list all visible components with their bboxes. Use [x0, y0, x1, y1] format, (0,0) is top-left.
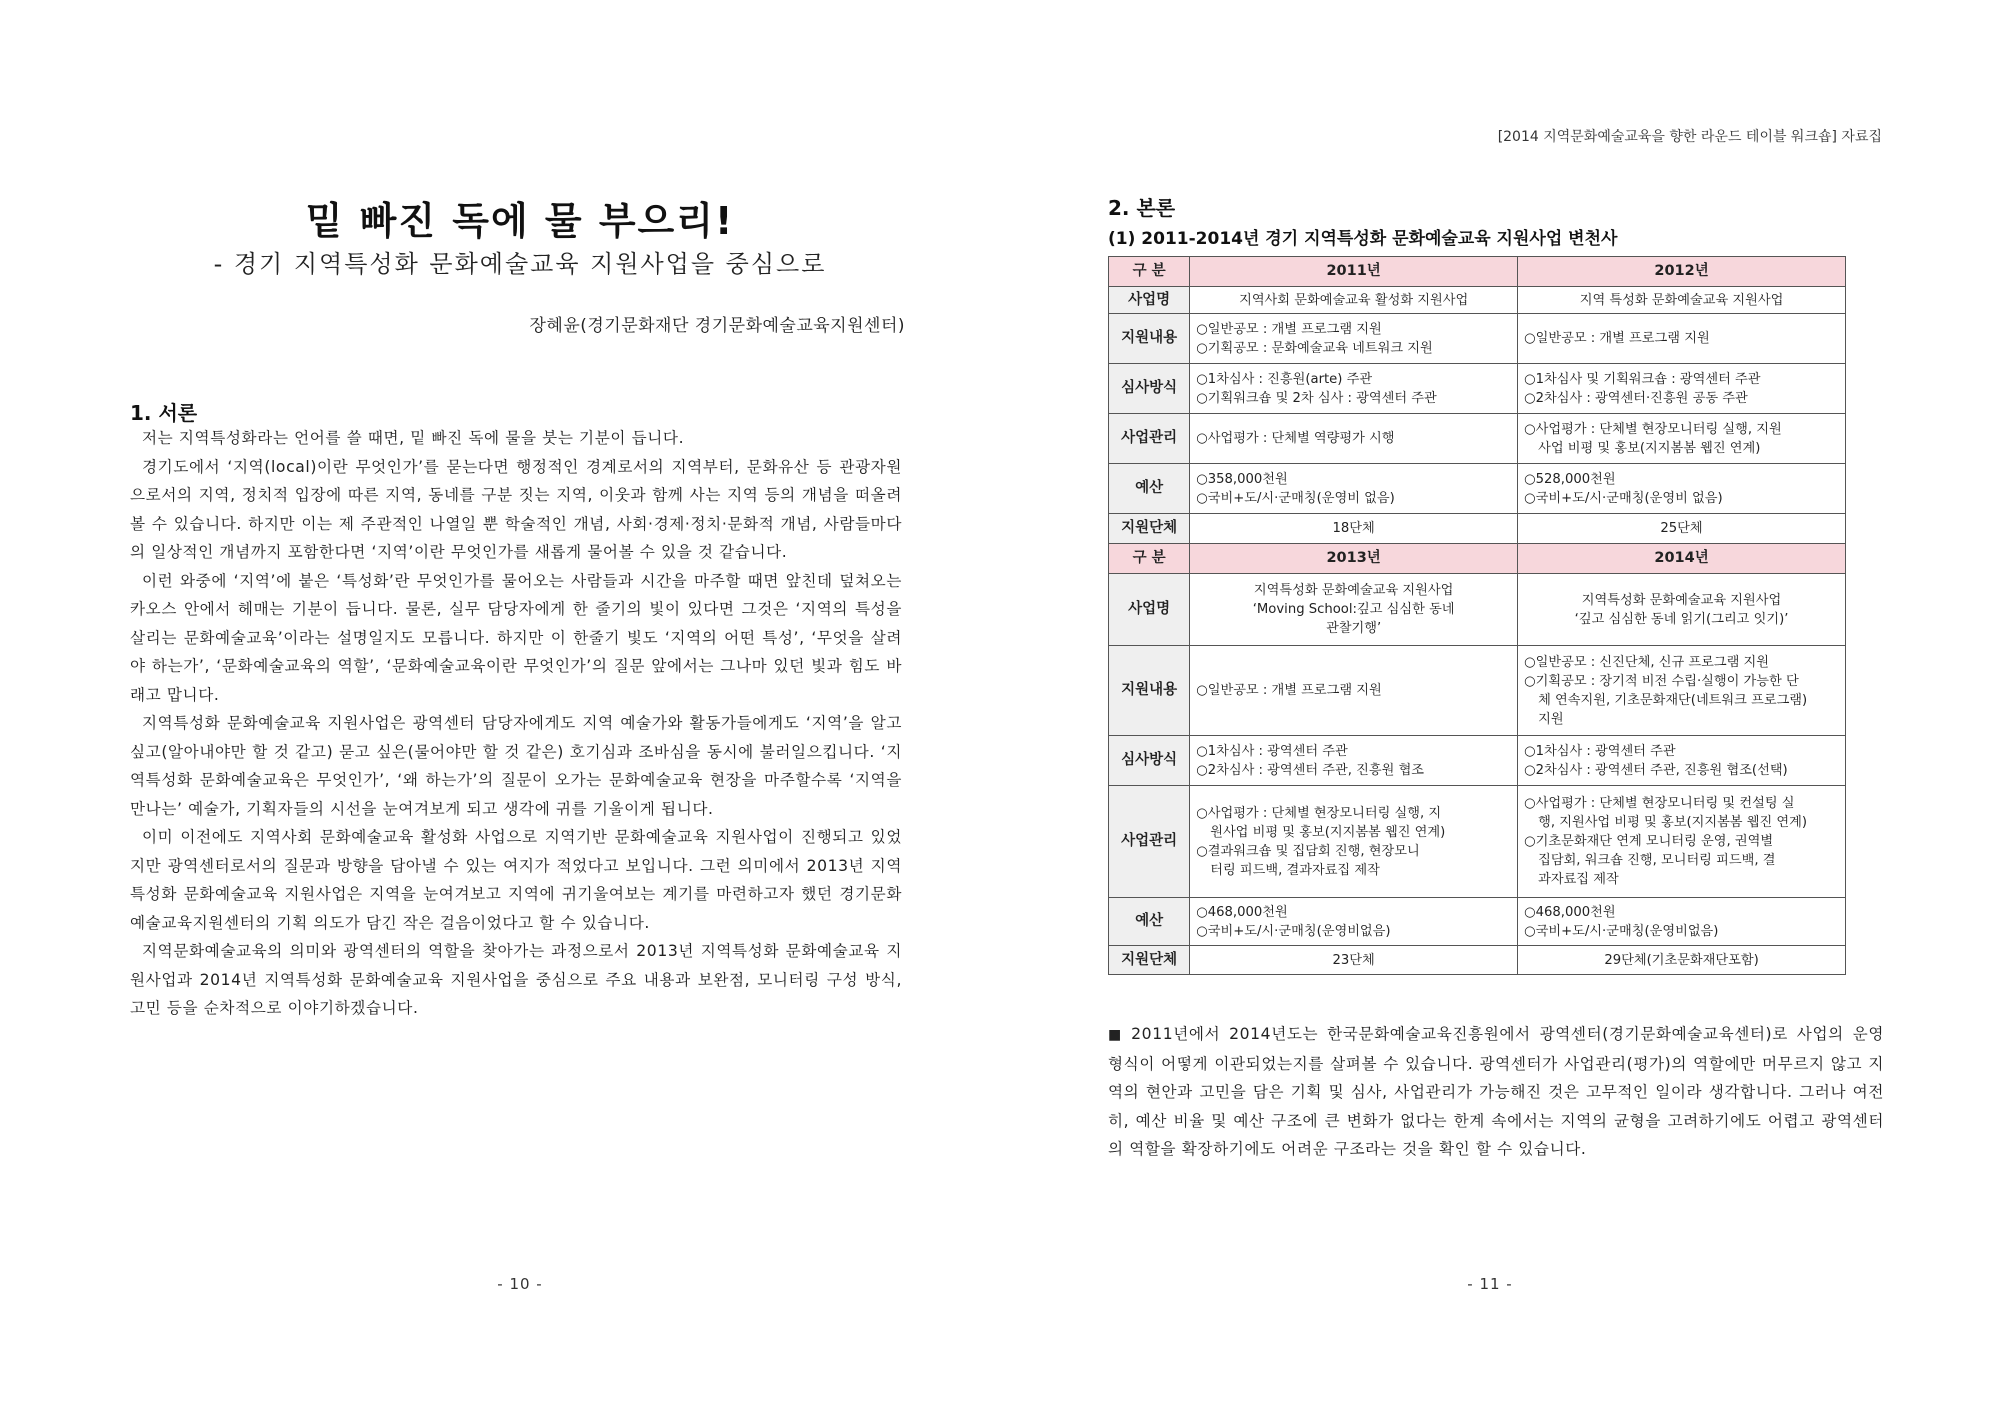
history-table: [1108, 256, 1846, 975]
row-label: 예산: [1109, 464, 1190, 514]
cell-line: 관찰기행’: [1326, 621, 1382, 636]
table-row: [1109, 786, 1846, 898]
row-label: 예산: [1109, 898, 1190, 946]
cell-line: ○528,000천원: [1524, 471, 1616, 487]
table-cell: [1190, 414, 1518, 464]
author-line: 장혜윤(경기문화재단 경기문화예술교육지원센터): [529, 316, 905, 336]
page-number-left: - 10 -: [497, 1275, 543, 1293]
table-cell: [1518, 646, 1846, 736]
table-row: [1109, 574, 1846, 646]
row-label: 사업관리: [1109, 786, 1190, 898]
table-header-cell: 구 분: [1109, 544, 1190, 574]
cell-line: ○기획워크숍 및 2차 심사 : 광역센터 주관: [1196, 390, 1437, 406]
table-cell: [1190, 736, 1518, 786]
cell-line: 터링 피드백, 결과자료집 제작: [1210, 862, 1380, 878]
cell-line: ○기획공모 : 장기적 비전 수립·실행이 가능한 단: [1524, 673, 1799, 689]
intro-body: [130, 424, 902, 1023]
table-cell: [1190, 314, 1518, 364]
paragraph: 지역특성화 문화예술교육 지원사업은 광역센터 담당자에게도 지역 예술가와 활동가들에게도 ‘지역’을 알고 싶고(알아내야만 할 것 같고) 묻고 싶은(물어야만 할 것 같은) 호기심과 조바심을 동시에 불러일으킵니다. ‘지역특성화 문화예술교육은 무엇인가’, ‘왜 하는가’의 질문이 오가는 문화예술교육 현장을 마주할수록 ‘지역을 만나는’ 예술가, 기획자들의 시선을 눈여겨보게 되고 생각에 귀를 기울이게 됩니다.: [130, 714, 902, 818]
table-cell: [1190, 574, 1518, 646]
table-cell: [1518, 364, 1846, 414]
running-header: [2014 지역문화예술교육을 향한 라운드 테이블 워크숍] 자료집: [1497, 129, 1882, 145]
table-row: [1109, 287, 1846, 314]
table-cell: 23단체: [1190, 946, 1518, 975]
conclusion-body: 2011년에서 2014년도는 한국문화예술교육진흥원에서 광역센터(경기문화예술교육센터)로 사업의 운영 형식이 어떻게 이관되었는지를 살펴볼 수 있습니다. 광역센터가 사업관리(평가)의 역할에만 머무르지 않고 지역의 현안과 고민을 담은 기획 및 심사, 사업관리가 가능해진 것은 고무적인 일이라 생각합니다. 그러나 여전히, 예산 비율 및 예산 구조에 큰 변화가 없다는 한계 속에서는 지역의 균형을 고려하기에도 어렵고 광역센터의 역할을 확장하기에도 어려운 구조라는 것을 확인 할 수 있습니다.: [1108, 1025, 1884, 1158]
row-label: 지원내용: [1109, 314, 1190, 364]
table-row: [1109, 464, 1846, 514]
cell-line: ○1차심사 및 기획워크숍 : 광역센터 주관: [1524, 371, 1761, 387]
row-label: 지원단체: [1109, 514, 1190, 544]
cell-line: ○일반공모 : 신진단체, 신규 프로그램 지원: [1524, 654, 1770, 670]
document-title: 밑 빠진 독에 물 부으리!: [305, 199, 735, 243]
year-header-cell: 2011년: [1190, 257, 1518, 287]
year-header-cell: 2013년: [1190, 544, 1518, 574]
table-row: [1109, 414, 1846, 464]
table-cell: 지역사회 문화예술교육 활성화 지원사업: [1190, 287, 1518, 314]
square-bullet-icon: ■: [1108, 1027, 1126, 1043]
cell-line: ○일반공모 : 개별 프로그램 지원: [1196, 321, 1382, 337]
paragraph: 이미 이전에도 지역사회 문화예술교육 활성화 사업으로 지역기반 문화예술교육 지원사업이 진행되고 있었지만 광역센터로서의 질문과 방향을 담아낼 수 있는 여지가 적었다고 보입니다. 그런 의미에서 2013년 지역특성화 문화예술교육 지원사업은 지역을 눈여겨보고 지역에 귀기울여보는 계기를 마련하고자 했던 경기문화예술교육지원센터의 기획 의도가 담긴 작은 걸음이었다고 할 수 있습니다.: [130, 828, 902, 932]
table-cell: 29단체(기초문화재단포함): [1518, 946, 1846, 975]
table-row: [1109, 898, 1846, 946]
cell-line: ○1차심사 : 광역센터 주관: [1524, 743, 1676, 759]
cell-line: ○사업평가 : 단체별 현장모니터링 실행, 지: [1196, 805, 1442, 821]
table-header-cell: 구 분: [1109, 257, 1190, 287]
table-row: [1109, 514, 1846, 544]
cell-line: 과자료집 제작: [1538, 872, 1619, 887]
cell-line: ‘Moving School:깊고 심심한 동네: [1252, 602, 1455, 617]
cell-line: ○기초문화재단 연계 모니터링 운영, 권역별: [1524, 834, 1774, 849]
year-header-cell: 2012년: [1518, 257, 1846, 287]
cell-line: 원사업 비평 및 홍보(지지봄봄 웹진 연계): [1210, 824, 1446, 840]
cell-line: ○468,000천원: [1196, 904, 1288, 920]
row-label: 심사방식: [1109, 364, 1190, 414]
table-cell: [1518, 898, 1846, 946]
cell-line: 지역특성화 문화예술교육 지원사업: [1581, 592, 1782, 608]
table-row: [1109, 257, 1846, 287]
table-cell: [1190, 786, 1518, 898]
paragraph: 저는 지역특성화라는 언어를 쓸 때면, 밑 빠진 독에 물을 붓는 기분이 듭니다.: [142, 429, 685, 447]
row-label: 사업관리: [1109, 414, 1190, 464]
table-cell: [1190, 364, 1518, 414]
cell-line: ○358,000천원: [1196, 471, 1288, 487]
document-subtitle: - 경기 지역특성화 문화예술교육 지원사업을 중심으로: [213, 250, 827, 278]
cell-line: ○사업평가 : 단체별 현장모니터링 실행, 지원: [1524, 421, 1782, 437]
right-page: [1000, 0, 2000, 1413]
table-cell: 지역 특성화 문화예술교육 지원사업: [1518, 287, 1846, 314]
cell-line: 사업 비평 및 홍보(지지봄봄 웹진 연계): [1538, 440, 1761, 456]
cell-line: 집담회, 워크숍 진행, 모니터링 피드백, 결: [1538, 853, 1776, 868]
row-label: 사업명: [1109, 574, 1190, 646]
cell-line: ○사업평가 : 단체별 현장모니터링 및 컨설팅 실: [1524, 796, 1795, 811]
paragraph: 경기도에서 ‘지역(local)이란 무엇인가’를 묻는다면 행정적인 경계로서의 지역부터, 문화유산 등 관광자원으로서의 지역, 정치적 입장에 따른 지역, 동네를 구분 짓는 지역, 이웃과 함께 사는 지역 등의 개념을 떠올려 볼 수 있습니다. 하지만 이는 제 주관적인 나열일 뿐 학술적인 개념, 사회·경제·정치·문화적 개념, 사람들마다의 일상적인 개념까지 포함한다면 ‘지역’이란 무엇인가를 새롭게 물어볼 수 있을 것 같습니다.: [130, 457, 902, 561]
cell-line: ○468,000천원: [1524, 904, 1616, 920]
cell-line: 체 연속지원, 기초문화재단(네트워크 프로그램): [1538, 692, 1808, 708]
table-cell: 25단체: [1518, 514, 1846, 544]
cell-line: ○일반공모 : 개별 프로그램 지원: [1524, 331, 1710, 346]
cell-line: 지역특성화 문화예술교육 지원사업: [1253, 583, 1454, 598]
cell-line: ○국비+도/시·군매칭(운영비없음): [1524, 923, 1719, 939]
paragraph: 이런 와중에 ‘지역’에 붙은 ‘특성화’란 무엇인가를 물어오는 사람들과 시간을 마주할 때면 앞친데 덮쳐오는 카오스 안에서 헤매는 기분이 듭니다. 물론, 실무 담당자에게 한 줄기의 빛이 있다면 그것은 ‘지역의 특성을 살리는 문화예술교육’이라는 설명일지도 모릅니다. 하지만 이 한줄기 빛도 ‘지역의 어떤 특성’, ‘무엇을 살려야 하는가’, ‘문화예술교육의 역할’, ‘문화예술교육이란 무엇인가’의 질문 앞에서는 그나마 있던 빛과 힘도 바래고 맙니다.: [130, 571, 902, 704]
cell-line: ‘깊고 심심한 동네 읽기(그리고 잇기)’: [1574, 611, 1789, 627]
table-cell: [1190, 464, 1518, 514]
cell-line: ○국비+도/시·군매칭(운영비없음): [1196, 923, 1391, 939]
cell-line: ○2차심사 : 광역센터 주관, 진흥원 협조: [1196, 762, 1425, 778]
table-cell: [1518, 314, 1846, 364]
table-cell: [1518, 786, 1846, 898]
table-cell: [1518, 736, 1846, 786]
table-row: [1109, 544, 1846, 574]
table-cell: [1190, 898, 1518, 946]
table-cell: [1518, 574, 1846, 646]
cell-line: ○2차심사 : 광역센터·진흥원 공동 주관: [1524, 390, 1748, 406]
table-row: [1109, 736, 1846, 786]
row-label: 심사방식: [1109, 736, 1190, 786]
row-label: 사업명: [1109, 287, 1190, 314]
cell-line: ○기획공모 : 문화예술교육 네트워크 지원: [1196, 340, 1433, 356]
cell-line: 행, 지원사업 비평 및 홍보(지지봄봄 웹진 연계): [1538, 815, 1808, 830]
table-row: [1109, 314, 1846, 364]
cell-line: ○1차심사 : 진흥원(arte) 주관: [1196, 371, 1373, 387]
table-cell: [1518, 464, 1846, 514]
page-number-right: - 11 -: [1467, 1275, 1513, 1293]
year-header-cell: 2014년: [1518, 544, 1846, 574]
cell-line: ○1차심사 : 광역센터 주관: [1196, 743, 1348, 759]
table-row: [1109, 364, 1846, 414]
cell-line: ○사업평가 : 단체별 역량평가 시행: [1196, 431, 1395, 446]
section-heading-body: 2. 본론: [1108, 196, 1176, 220]
table-cell: [1190, 646, 1518, 736]
cell-line: ○2차심사 : 광역센터 주관, 진흥원 협조(선택): [1524, 762, 1788, 778]
cell-line: 지원: [1538, 711, 1564, 727]
cell-line: ○국비+도/시·군매칭(운영비 없음): [1524, 490, 1723, 506]
cell-line: ○결과워크숍 및 집담회 진행, 현장모니: [1196, 843, 1420, 859]
paragraph: 지역문화예술교육의 의미와 광역센터의 역할을 찾아가는 과정으로서 2013년 지역특성화 문화예술교육 지원사업과 2014년 지역특성화 문화예술교육 지원사업을 중심으로 주요 내용과 보완점, 모니터링 구성 방식, 고민 등을 순차적으로 이야기하겠습니다.: [130, 942, 902, 1017]
row-label: 지원단체: [1109, 946, 1190, 975]
table-caption: (1) 2011-2014년 경기 지역특성화 문화예술교육 지원사업 변천사: [1108, 229, 1618, 249]
cell-line: ○국비+도/시·군매칭(운영비 없음): [1196, 490, 1395, 506]
table-cell: [1518, 414, 1846, 464]
table-row: [1109, 946, 1846, 975]
cell-line: ○일반공모 : 개별 프로그램 지원: [1196, 683, 1382, 698]
row-label: 지원내용: [1109, 646, 1190, 736]
table-row: [1109, 646, 1846, 736]
conclusion-text: [1108, 1020, 1884, 1164]
table-cell: 18단체: [1190, 514, 1518, 544]
section-heading-intro: 1. 서론: [130, 401, 198, 425]
